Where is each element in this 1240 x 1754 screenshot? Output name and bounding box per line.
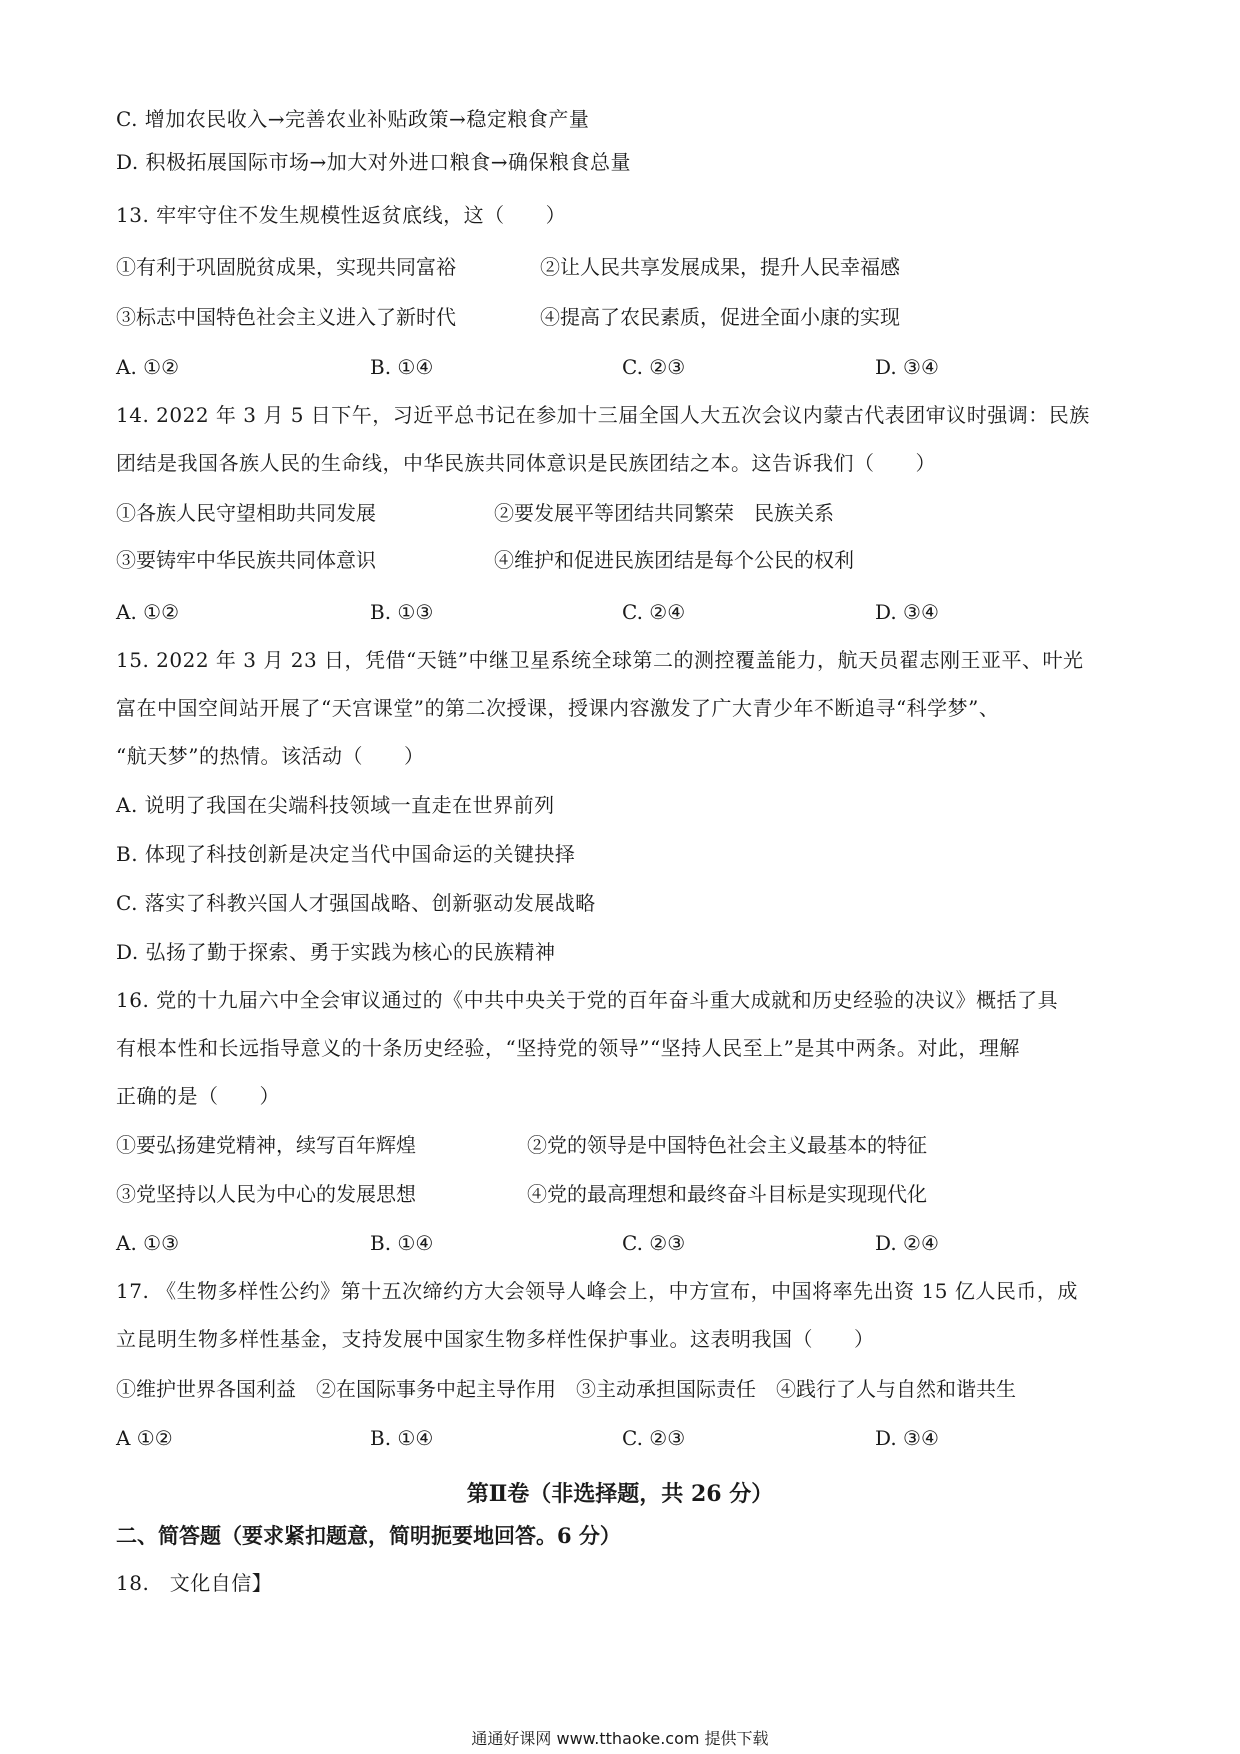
q14-stem-line2: 团结是我国各族人民的生命线，中华民族共同体意识是民族团结之本。这告诉我们（ ） bbox=[116, 451, 936, 475]
q12-option-d: D. 积极拓展国际市场→加大对外进口粮食→确保粮食总量 bbox=[116, 150, 632, 174]
q13-choice-b: B. ①④ bbox=[370, 355, 434, 379]
q16-stem-line2: 有根本性和长远指导意义的十条历史经验，“坚持党的领导”“坚持人民至上”是其中两条。对此，理解 bbox=[116, 1036, 1020, 1060]
q13-choice-a: A. ①② bbox=[116, 355, 180, 379]
q14-item-3: ③要铸牢中华民族共同体意识 bbox=[116, 548, 376, 572]
q17-choice-c: C. ②③ bbox=[622, 1426, 686, 1450]
q17-choice-b: B. ①④ bbox=[370, 1426, 434, 1450]
q13-item-4: ④提高了农民素质，促进全面小康的实现 bbox=[540, 305, 900, 329]
q14-choice-d: D. ③④ bbox=[875, 600, 939, 624]
q15-option-c: C. 落实了科教兴国人才强国战略、创新驱动发展战略 bbox=[116, 891, 596, 915]
q14-choice-a: A. ①② bbox=[116, 600, 180, 624]
q15-stem-line3: “航天梦”的热情。该活动（ ） bbox=[116, 744, 425, 768]
q15-option-a: A. 说明了我国在尖端科技领域一直走在世界前列 bbox=[116, 793, 555, 817]
q17-choice-a: A ①② bbox=[116, 1426, 173, 1450]
q13-stem: 13. 牢牢守住不发生规模性返贫底线，这（ ） bbox=[116, 203, 567, 227]
q13-choice-d: D. ③④ bbox=[875, 355, 939, 379]
q14-item-2: ②要发展平等团结共同繁荣 民族关系 bbox=[494, 501, 834, 525]
q17-items: ①维护世界各国利益 ②在国际事务中起主导作用 ③主动承担国际责任 ④践行了人与自然和谐共生 bbox=[116, 1377, 1016, 1401]
q16-stem-line1: 16. 党的十九届六中全会审议通过的《中共中央关于党的百年奋斗重大成就和历史经验的决议》概括了具 bbox=[116, 988, 1059, 1012]
section2-heading: 二、简答题（要求紧扣题意，简明扼要地回答。6 分） bbox=[116, 1523, 621, 1548]
q14-stem-line1: 14. 2022 年 3 月 5 日下午，习近平总书记在参加十三届全国人大五次会议内蒙古代表团审议时强调：民族 bbox=[116, 403, 1090, 427]
part2-title: 第Ⅱ卷（非选择题，共 26 分） bbox=[466, 1481, 774, 1507]
q13-item-2: ②让人民共享发展成果，提升人民幸福感 bbox=[540, 255, 900, 279]
q16-choice-b: B. ①④ bbox=[370, 1231, 434, 1255]
q14-item-4: ④维护和促进民族团结是每个公民的权利 bbox=[494, 548, 854, 572]
q12-option-c: C. 增加农民收入→完善农业补贴政策→稳定粮食产量 bbox=[116, 107, 590, 131]
q14-item-1: ①各族人民守望相助共同发展 bbox=[116, 501, 376, 525]
q16-stem-line3: 正确的是（ ） bbox=[116, 1084, 280, 1108]
q15-stem-line2: 富在中国空间站开展了“天宫课堂”的第二次授课，授课内容激发了广大青少年不断追寻“科学梦”、 bbox=[116, 696, 1000, 720]
q15-option-b: B. 体现了科技创新是决定当代中国命运的关键抉择 bbox=[116, 842, 576, 866]
q13-item-3: ③标志中国特色社会主义进入了新时代 bbox=[116, 305, 456, 329]
q16-item-4: ④党的最高理想和最终奋斗目标是实现现代化 bbox=[527, 1182, 927, 1206]
q16-choice-c: C. ②③ bbox=[622, 1231, 686, 1255]
q15-stem-line1: 15. 2022 年 3 月 23 日，凭借“天链”中继卫星系统全球第二的测控覆盖能力，航天员翟志刚王亚平、叶光 bbox=[116, 648, 1084, 672]
q16-item-1: ①要弘扬建党精神，续写百年辉煌 bbox=[116, 1133, 416, 1157]
q16-item-2: ②党的领导是中国特色社会主义最基本的特征 bbox=[527, 1133, 927, 1157]
q17-stem-line1: 17. 《生物多样性公约》第十五次缔约方大会领导人峰会上，中方宣布，中国将率先出资 15 亿人民币，成 bbox=[116, 1279, 1078, 1303]
q18-label: 18. 文化自信】 bbox=[116, 1571, 273, 1595]
q13-item-1: ①有利于巩固脱贫成果，实现共同富裕 bbox=[116, 255, 456, 279]
q15-option-d: D. 弘扬了勤于探索、勇于实践为核心的民族精神 bbox=[116, 940, 556, 964]
q16-choice-d: D. ②④ bbox=[875, 1231, 939, 1255]
q17-stem-line2: 立昆明生物多样性基金，支持发展中国家生物多样性保护事业。这表明我国（ ） bbox=[116, 1327, 875, 1351]
q14-choice-c: C. ②④ bbox=[622, 600, 686, 624]
q16-item-3: ③党坚持以人民为中心的发展思想 bbox=[116, 1182, 416, 1206]
q14-choice-b: B. ①③ bbox=[370, 600, 434, 624]
q17-choice-d: D. ③④ bbox=[875, 1426, 939, 1450]
page-footer: 通通好课网 www.tthaoke.com 提供下载 bbox=[471, 1729, 769, 1748]
q13-choice-c: C. ②③ bbox=[622, 355, 686, 379]
q16-choice-a: A. ①③ bbox=[116, 1231, 180, 1255]
